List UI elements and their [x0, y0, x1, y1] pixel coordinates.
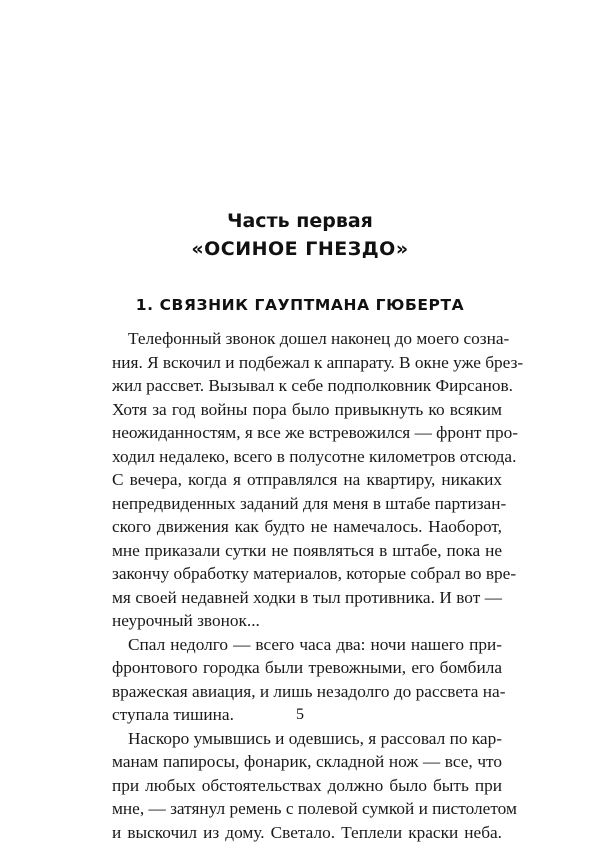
text-line: ступала тишина.: [112, 703, 502, 727]
text-line: С вечера, когда я отправлялся на квартиру, никаких: [112, 468, 502, 492]
text-line: мне, — затянул ремень с полевой сумкой и пистолетом: [112, 797, 502, 821]
chapter-body: [112, 327, 502, 844]
text-line: мне приказали сутки не появляться в штабе, пока не: [112, 539, 502, 563]
text-line: непредвиденных заданий для меня в штабе партизан-: [112, 492, 502, 516]
text-line: неожиданностям, я все же встревожился — фронт про-: [112, 421, 502, 445]
text-line: Хотя за год войны пора было привыкнуть ко всяким: [112, 398, 502, 422]
part-name: «ОСИНОЕ ГНЕЗДО»: [0, 238, 600, 260]
text-line: Телефонный звонок дошел наконец до моего созна-: [112, 327, 502, 351]
text-line: ходил недалеко, всего в полусотне километров отсюда.: [112, 445, 502, 469]
page-number: 5: [0, 706, 600, 724]
text-line: при любых обстоятельствах должно было быть при: [112, 774, 502, 798]
text-line: вражеская авиация, и лишь незадолго до рассвета на-: [112, 680, 502, 704]
text-line: Спал недолго — всего часа два: ночи нашего при-: [112, 633, 502, 657]
text-line: фронтового городка были тревожными, его бомбила: [112, 656, 502, 680]
text-line: и выскочил из дому. Светало. Теплели краски неба.: [112, 821, 502, 844]
text-line: мя своей недавней ходки в тыл противника. И вот —: [112, 586, 502, 610]
text-line: Наскоро умывшись и одевшись, я рассовал по кар-: [112, 727, 502, 751]
text-line: ния. Я вскочил и подбежал к аппарату. В окне уже брез-: [112, 351, 502, 375]
text-line: манам папиросы, фонарик, складной нож — все, что: [112, 750, 502, 774]
text-line: закончу обработку материалов, которые собрал во вре-: [112, 562, 502, 586]
chapter-title: 1. СВЯЗНИК ГАУПТМАНА ГЮБЕРТА: [0, 296, 600, 314]
text-line: ского движения как будто не намечалось. Наоборот,: [112, 515, 502, 539]
part-label: Часть первая: [0, 210, 600, 232]
text-line: неурочный звонок...: [112, 609, 502, 633]
text-line: жил рассвет. Вызывал к себе подполковник Фирсанов.: [112, 374, 502, 398]
